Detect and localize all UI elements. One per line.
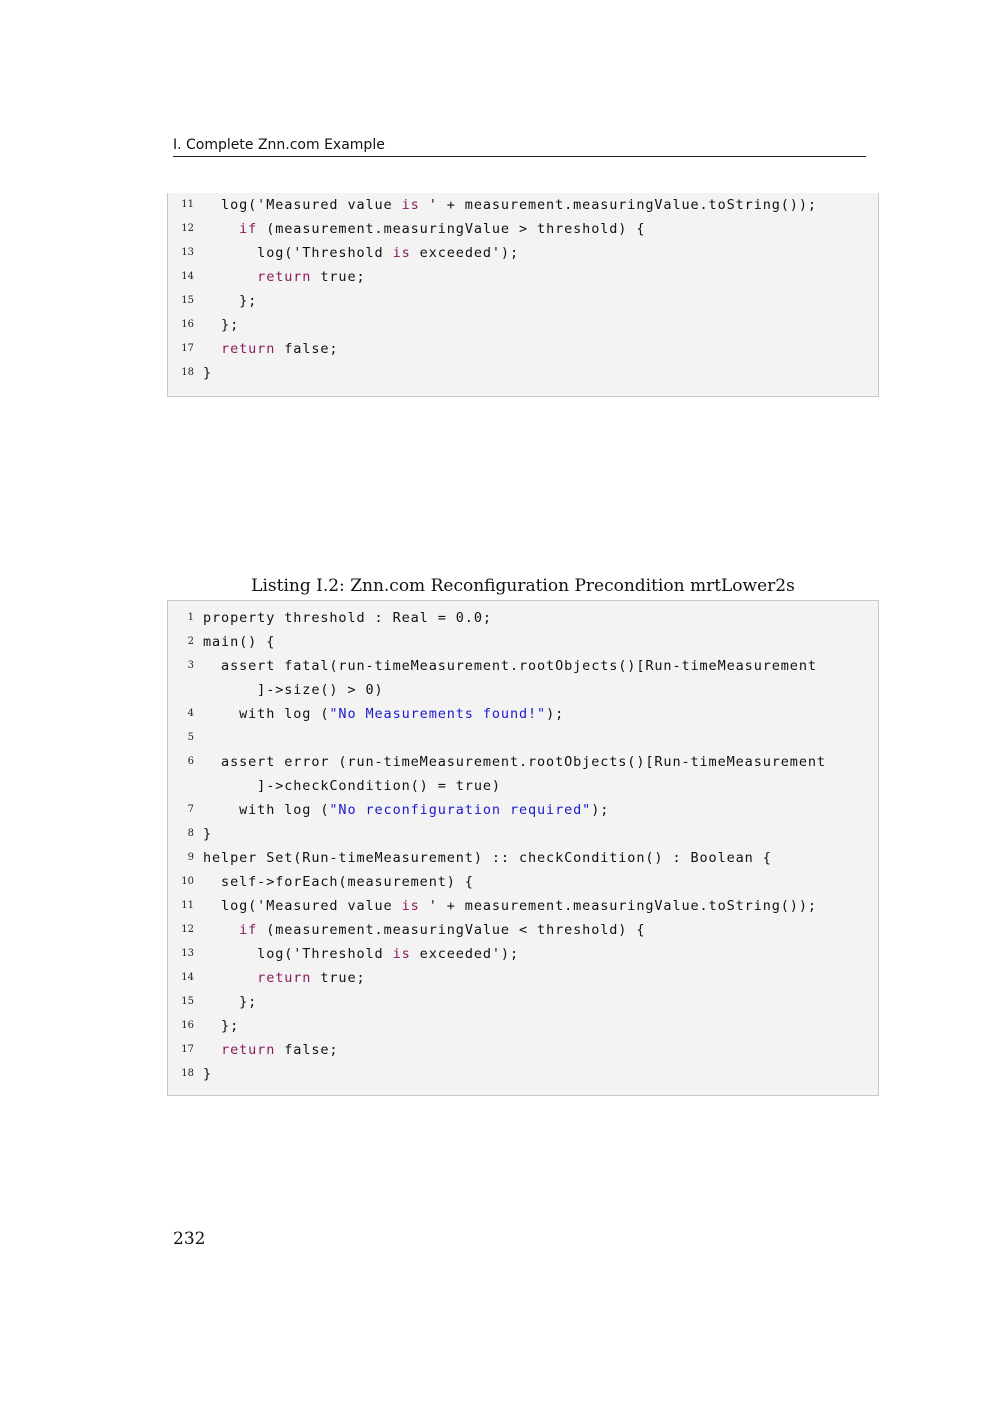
code-text [203, 774, 501, 798]
code-text [203, 870, 474, 894]
code-line [168, 361, 878, 385]
code-text [203, 193, 817, 217]
code-token: (measurement.measuringValue > threshold) { [257, 221, 646, 237]
code-line [168, 193, 878, 217]
code-text [203, 265, 366, 289]
code-text [203, 630, 275, 654]
code-text [203, 846, 772, 870]
code-text [203, 702, 564, 726]
code-line [168, 337, 878, 361]
line-number: 5 [187, 732, 194, 743]
code-line [168, 750, 878, 774]
code-text [203, 678, 384, 702]
code-token [203, 1042, 221, 1058]
code-line [168, 606, 878, 630]
code-text [203, 798, 609, 822]
code-token: log('Measured value [203, 197, 402, 213]
code-line [168, 654, 878, 678]
code-token: helper Set(Run-timeMeasurement) :: checkCondition() : Boolean { [203, 850, 772, 866]
code-line [168, 990, 878, 1014]
code-token [203, 922, 239, 938]
code-line [168, 289, 878, 313]
page-number: 232 [173, 1229, 206, 1249]
code-token: true; [311, 269, 366, 285]
code-token: main() { [203, 634, 276, 650]
line-number: 7 [187, 804, 194, 815]
keyword-token: if [239, 922, 258, 938]
code-token: true; [311, 970, 366, 986]
code-line [168, 313, 878, 337]
code-line [168, 942, 878, 966]
code-token: self->forEach(measurement) { [203, 874, 474, 890]
code-text [203, 894, 817, 918]
code-line [168, 702, 878, 726]
line-number: 13 [181, 247, 194, 258]
code-token: false; [275, 1042, 339, 1058]
code-text [203, 337, 338, 361]
code-token [203, 221, 239, 237]
code-token: ); [591, 802, 610, 818]
code-line [168, 918, 878, 942]
code-text [203, 217, 645, 241]
code-line [168, 678, 878, 702]
code-token: exceeded'); [410, 245, 519, 261]
code-text [203, 313, 239, 337]
code-token [203, 269, 257, 285]
keyword-token: return [221, 341, 276, 357]
code-token: ' + measurement.measuringValue.toString()); [419, 898, 817, 914]
code-line [168, 1038, 878, 1062]
code-token: ' + measurement.measuringValue.toString()); [419, 197, 817, 213]
line-number: 14 [181, 271, 194, 282]
code-token: false; [275, 341, 339, 357]
code-token: log('Threshold [203, 245, 393, 261]
code-line [168, 241, 878, 265]
line-number: 15 [181, 295, 194, 306]
line-number: 14 [181, 972, 194, 983]
keyword-token: is [401, 197, 420, 213]
code-line [168, 217, 878, 241]
line-number: 11 [181, 199, 194, 210]
code-line [168, 894, 878, 918]
line-number: 10 [181, 876, 194, 887]
code-line [168, 966, 878, 990]
code-token: }; [203, 293, 258, 309]
line-number: 16 [181, 1020, 194, 1031]
code-listing-continued [167, 193, 879, 397]
listing-caption: Listing I.2: Znn.com Reconfiguration Precondition mrtLower2s [251, 576, 795, 596]
code-token: ); [546, 706, 565, 722]
line-number: 17 [181, 1044, 194, 1055]
code-text [203, 750, 826, 774]
code-token: }; [203, 317, 240, 333]
code-token: }; [203, 1018, 240, 1034]
code-token: property threshold : Real = 0.0; [203, 610, 492, 626]
line-number: 18 [181, 367, 194, 378]
code-text [203, 361, 212, 385]
keyword-token: is [392, 245, 411, 261]
code-token: log('Measured value [203, 898, 402, 914]
code-text [203, 1038, 338, 1062]
keyword-token: is [392, 946, 411, 962]
code-token: } [203, 365, 213, 381]
code-listing-precondition [167, 600, 879, 1096]
line-number: 13 [181, 948, 194, 959]
line-number: 9 [187, 852, 194, 863]
line-number: 4 [187, 708, 194, 719]
code-line [168, 1014, 878, 1038]
code-line [168, 846, 878, 870]
line-number: 12 [181, 223, 194, 234]
line-number: 6 [187, 756, 194, 767]
line-number: 11 [181, 900, 194, 911]
code-line [168, 265, 878, 289]
code-line [168, 726, 878, 750]
code-token [203, 341, 221, 357]
line-number: 15 [181, 996, 194, 1007]
code-line [168, 798, 878, 822]
code-text [203, 966, 366, 990]
code-text [203, 1014, 239, 1038]
code-text [203, 241, 519, 265]
code-text [203, 1062, 212, 1086]
code-line [168, 1062, 878, 1086]
code-token: ]->checkCondition() = true) [203, 778, 501, 794]
code-line [168, 774, 878, 798]
code-token: assert error (run-timeMeasurement.rootObjects()[Run-timeMeasurement [203, 754, 826, 770]
code-token: (measurement.measuringValue < threshold) { [257, 922, 646, 938]
code-text [203, 606, 492, 630]
string-token: "No Measurements found!" [329, 706, 547, 722]
line-number: 2 [187, 636, 194, 647]
line-number: 18 [181, 1068, 194, 1079]
code-line [168, 630, 878, 654]
code-text [203, 918, 645, 942]
line-number: 16 [181, 319, 194, 330]
code-text [203, 654, 817, 678]
code-token: with log ( [203, 706, 330, 722]
line-number: 12 [181, 924, 194, 935]
code-token: assert fatal(run-timeMeasurement.rootObjects()[Run-timeMeasurement [203, 658, 817, 674]
keyword-token: is [401, 898, 420, 914]
keyword-token: if [239, 221, 258, 237]
code-line [168, 870, 878, 894]
keyword-token: return [221, 1042, 276, 1058]
code-text [203, 289, 257, 313]
string-token: "No reconfiguration required" [329, 802, 592, 818]
keyword-token: return [257, 269, 312, 285]
keyword-token: return [257, 970, 312, 986]
code-token: exceeded'); [410, 946, 519, 962]
code-text [203, 822, 212, 846]
code-token: } [203, 1066, 213, 1082]
code-line [168, 822, 878, 846]
code-token [203, 970, 257, 986]
code-text [203, 942, 519, 966]
code-token: ]->size() > 0) [203, 682, 384, 698]
code-token: with log ( [203, 802, 330, 818]
code-token: }; [203, 994, 258, 1010]
line-number: 8 [187, 828, 194, 839]
code-text [203, 990, 257, 1014]
line-number: 17 [181, 343, 194, 354]
running-header: I. Complete Znn.com Example [173, 136, 866, 157]
code-token: log('Threshold [203, 946, 393, 962]
line-number: 1 [187, 612, 194, 623]
line-number: 3 [187, 660, 194, 671]
code-token: } [203, 826, 213, 842]
